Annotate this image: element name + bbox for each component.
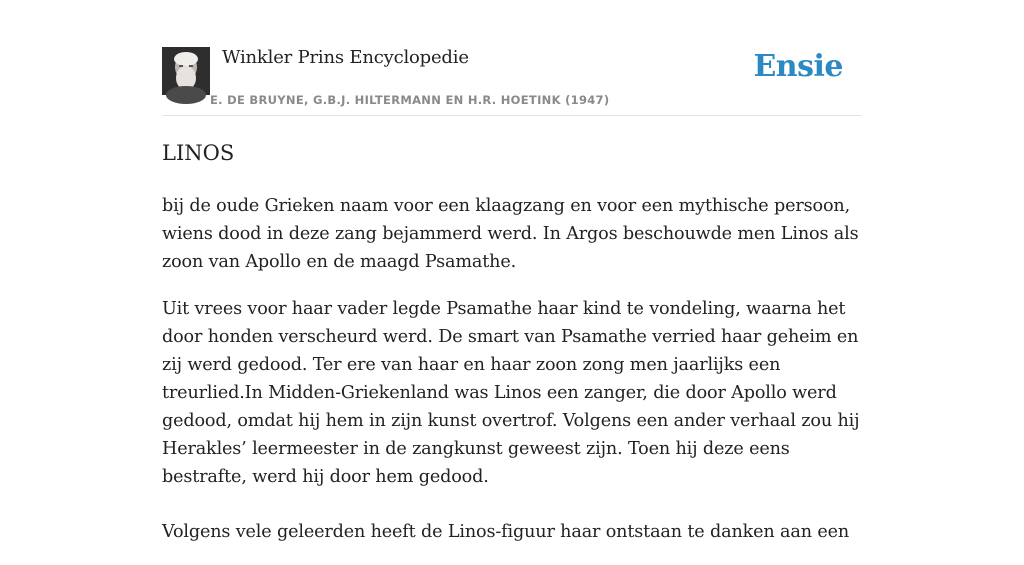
ensie-logo-link[interactable]: Ensie (753, 49, 843, 84)
header (162, 45, 862, 116)
entry-paragraph: bij de oude Grieken naam voor een klaagzang en voor een mythische persoon, wiens dood in deze zang bejammerd werd. In Argos beschouwde men Linos als zoon van Apollo en de maagd Psamathe. (162, 196, 859, 272)
authors-line: E. DE BRUYNE, G.B.J. HILTERMANN EN H.R. HOETINK (1947) (210, 93, 610, 107)
entry-paragraph: Volgens vele geleerden heeft de Linos-figuur haar ontstaan te danken aan een (162, 522, 850, 542)
entry-paragraph: Uit vrees voor haar vader legde Psamathe haar kind te vondeling, waarna het door honden verscheurd werd. De smart van Psamathe verried haar geheim en zij werd gedood. Ter ere van haar en haar zoon zong men jaarlijks een treurlied.In Midden-Griekenland was Linos een zanger, die door Apollo werd gedood, omdat hij hem in zijn kunst overtrof. Volgens een ander verhaal zou hij Herakles’ leermeester in de zangkunst geweest zijn. Toen hij deze eens bestrafte, werd hij door hem gedood. (162, 299, 860, 487)
encyclopedia-title[interactable]: Winkler Prins Encyclopedie (222, 47, 469, 68)
entry-content (162, 192, 862, 565)
entry-title: LINOS (162, 141, 235, 165)
author-portrait-icon[interactable] (162, 47, 210, 95)
